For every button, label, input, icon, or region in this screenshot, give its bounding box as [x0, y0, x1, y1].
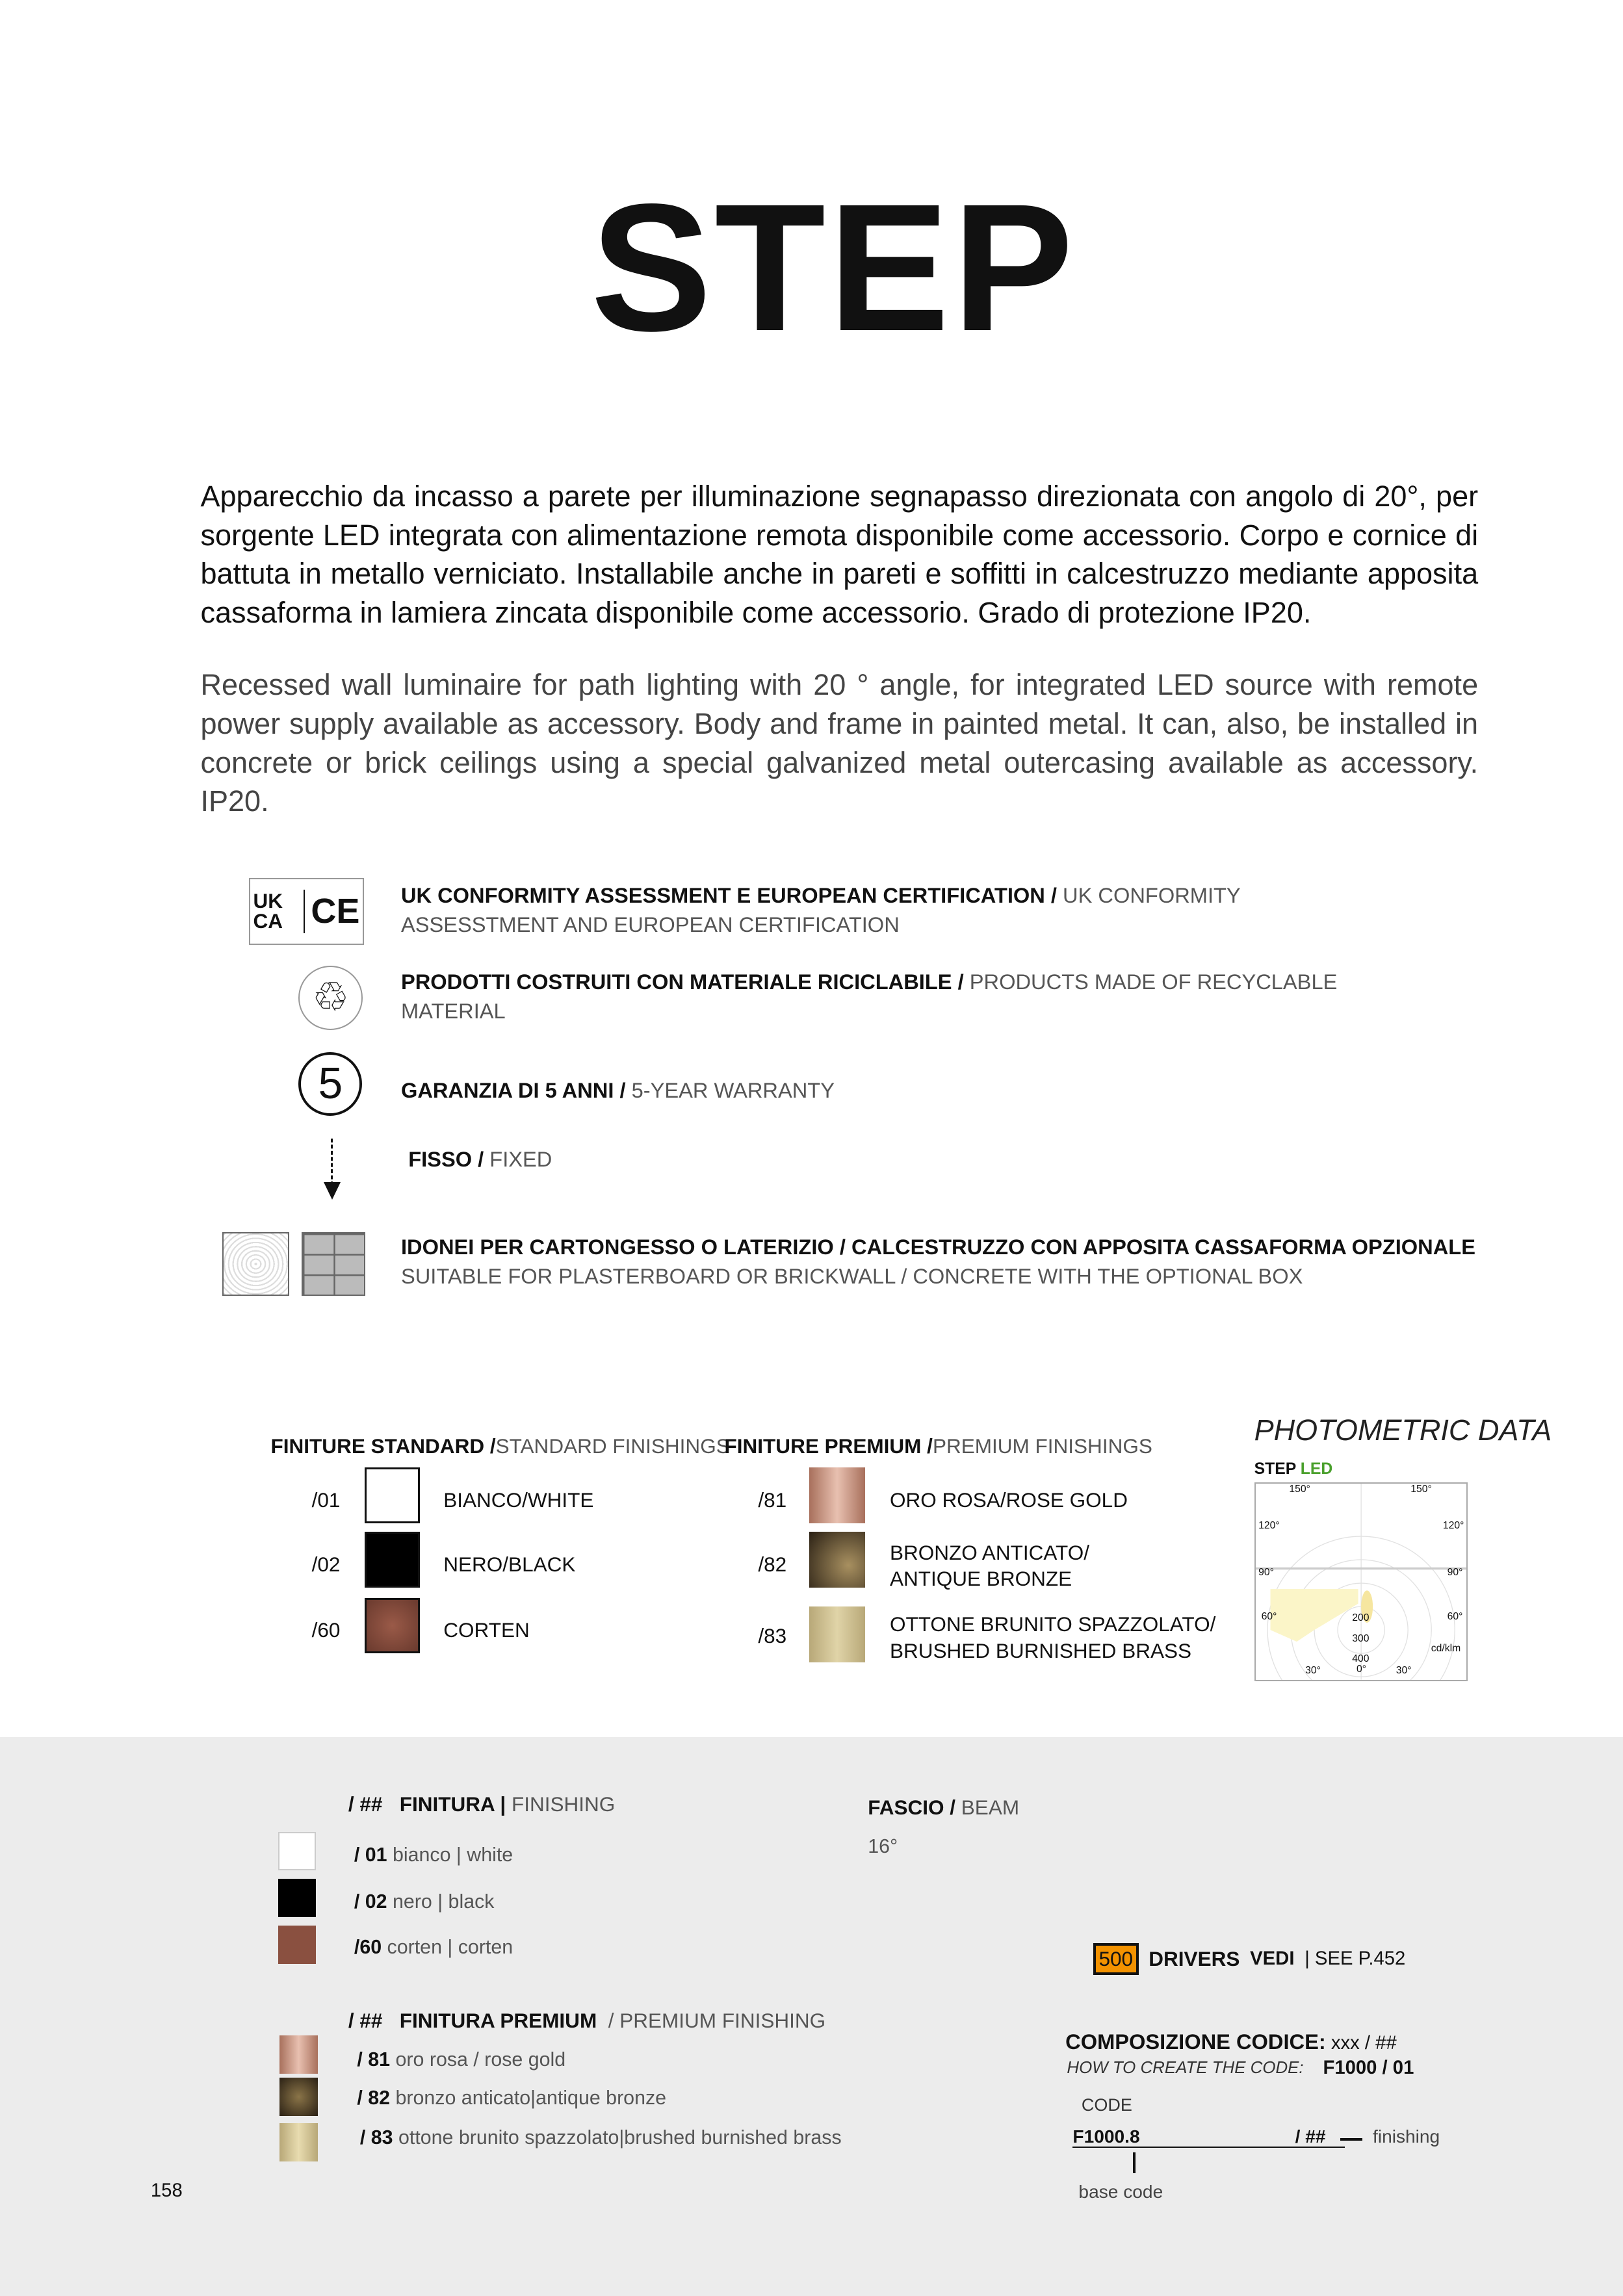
code-composition-heading: COMPOSIZIONE CODICE: xxx / ##: [1065, 2029, 1397, 2054]
premium-finishings-heading: FINITURE PREMIUM /PREMIUM FINISHINGS: [724, 1434, 1152, 1458]
description-italian: Apparecchio da incasso a parete per illuminazione segnapasso direzionata con angolo di 20°, per sorgente LED integrata con alimentazione remota disponibile come accessorio. Corpo e cornice di battuta in metallo verniciato. Installabile anche in pareti e soffitti in calcestruzzo mediante apposita cassaforma in lamiera zincata disponibile come accessorio. Grado di protezione IP20.: [200, 480, 1479, 630]
standard-finishings-heading: FINITURE STANDARD /STANDARD FINISHINGS: [270, 1434, 730, 1458]
code-label: CODE: [1081, 2095, 1132, 2115]
photometric-product: STEP LED: [1254, 1460, 1333, 1478]
beam-heading: FASCIO / BEAM: [868, 1795, 1020, 1819]
how-to-create-code: HOW TO CREATE THE CODE:: [1067, 2059, 1304, 2077]
finish-swatch-brushed-brass: [809, 1606, 865, 1662]
finish-code: /81: [758, 1488, 787, 1512]
finishing-label: finishing: [1373, 2126, 1440, 2147]
finish-name: OTTONE BRUNITO SPAZZOLATO/ BRUSHED BURNISHED BRASS: [889, 1612, 1216, 1662]
finish-swatch-antique-bronze: [809, 1532, 865, 1588]
ukca-ce-icon: UK CA CE: [249, 878, 364, 945]
order-finish-60: /60 corten | corten: [354, 1935, 513, 1958]
finish-name: BRONZO ANTICATO/ ANTIQUE BRONZE: [889, 1540, 1089, 1591]
polar-diagram: 150° 150° 120° 120° 90° 90° 60° 60° 30° 0° 30° 200 300 400 cd/klm: [1254, 1482, 1468, 1681]
finish-swatch-corten: [365, 1598, 421, 1654]
fixed-arrow-icon: [331, 1139, 333, 1185]
code-example: F1000 / 01: [1323, 2057, 1414, 2078]
order-swatch-black: [278, 1879, 317, 1917]
finish-swatch-black: [365, 1532, 421, 1588]
order-finish-82: / 82 bronzo anticato|antique bronze: [357, 2086, 667, 2109]
finish-swatch-white: [365, 1467, 421, 1523]
base-code: F1000.8: [1072, 2126, 1140, 2147]
finishing-heading: / ## FINITURA | FINISHING: [348, 1792, 616, 1816]
finish-code: /82: [758, 1552, 787, 1576]
plasterboard-icon: [222, 1232, 289, 1296]
drivers-reference[interactable]: 500 DRIVERS VEDI | SEE P.452: [1093, 1943, 1405, 1975]
order-swatch-rose-gold: [279, 2035, 318, 2074]
page-title: STEP: [590, 166, 1076, 370]
order-swatch-antique-bronze: [279, 2078, 318, 2116]
code-underline: [1072, 2147, 1345, 2148]
base-code-label: base code: [1078, 2182, 1163, 2202]
recycle-icon: ♲: [298, 966, 363, 1030]
finish-name: NERO/BLACK: [443, 1552, 576, 1576]
order-finish-01: / 01 bianco | white: [354, 1844, 513, 1866]
finish-name: CORTEN: [443, 1618, 530, 1642]
finish-name: BIANCO/WHITE: [443, 1488, 594, 1512]
cert-fixed: FISSO / FIXED: [408, 1146, 552, 1171]
finish-code: /02: [311, 1552, 341, 1576]
page-number: 158: [150, 2180, 183, 2201]
premium-finishing-heading: / ## FINITURA PREMIUM / PREMIUM FINISHING: [348, 2009, 826, 2033]
order-swatch-brass: [279, 2123, 318, 2161]
order-finish-02: / 02 nero | black: [354, 1890, 495, 1913]
finish-code: /83: [758, 1624, 787, 1648]
beam-value: 16°: [868, 1835, 898, 1857]
drivers-badge: 500: [1093, 1943, 1139, 1975]
cert-installation: IDONEI PER CARTONGESSO O LATERIZIO / CALCESTRUZZO CON APPOSITA CASSAFORMA OPZIONALE SUITABLE FOR PLASTERBOARD OR BRICKWALL / CONCRETE WITH THE OPTIONAL BOX: [400, 1234, 1475, 1288]
finish-code: /60: [311, 1618, 341, 1642]
order-finish-81: / 81 oro rosa / rose gold: [357, 2048, 566, 2071]
photometric-title: PHOTOMETRIC DATA: [1254, 1413, 1552, 1447]
code-suffix: / ##: [1295, 2126, 1326, 2147]
description-english: Recessed wall luminaire for path lighting with 20 ° angle, for integrated LED source with remote power supply available as accessory. Body and frame in painted metal. It can, also, be installed in concrete or brick ceilings using a special galvanized metal outercasing available as accessory. IP20.: [200, 668, 1479, 818]
order-swatch-white: [278, 1832, 317, 1870]
warranty-5-icon: 5: [298, 1052, 362, 1116]
cert-ukca-ce: UK CONFORMITY ASSESSMENT E EUROPEAN CERTIFICATION / UK CONFORMITY ASSESSTMENT AND EUROPEAN CERTIFICATION: [400, 883, 1241, 937]
finish-swatch-rose-gold: [809, 1467, 865, 1523]
brickwall-icon: [302, 1232, 366, 1296]
order-finish-83: / 83 ottone brunito spazzolato|brushed burnished brass: [359, 2126, 842, 2148]
cert-recyclable: PRODOTTI COSTRUITI CON MATERIALE RICICLABILE / PRODUCTS MADE OF RECYCLABLE MATERIAL: [400, 970, 1338, 1024]
finish-name: ORO ROSA/ROSE GOLD: [889, 1488, 1128, 1512]
finish-code: /01: [311, 1488, 341, 1512]
order-swatch-corten: [278, 1926, 317, 1964]
cert-warranty: GARANZIA DI 5 ANNI / 5-YEAR WARRANTY: [400, 1077, 835, 1102]
